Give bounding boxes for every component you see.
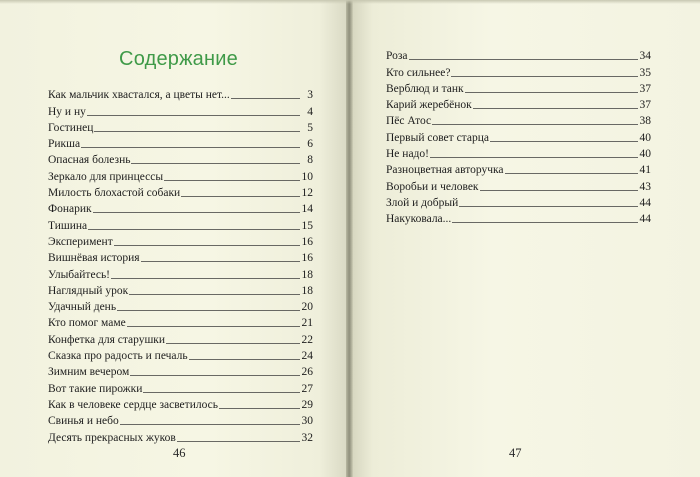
toc-leader-line xyxy=(131,163,300,164)
toc-entry-title: Улыбайтесь! xyxy=(48,268,111,281)
toc-entry-page: 3 xyxy=(307,89,313,102)
toc-entry xyxy=(386,112,651,128)
toc-entry-title: Удачный день xyxy=(48,301,117,314)
toc-entry-title: Кто сильнее? xyxy=(386,66,451,79)
toc-entry-title: Роза xyxy=(386,50,408,63)
page-number-left: 46 xyxy=(173,446,186,460)
toc-entry xyxy=(48,314,313,330)
toc-entry xyxy=(386,177,651,193)
toc-entry-title: Кто помог маме xyxy=(48,317,126,330)
toc-entry-page: 40 xyxy=(639,148,651,161)
toc-entry xyxy=(48,265,313,281)
toc-entry xyxy=(48,151,313,167)
toc-entry-title: Свинья и небо xyxy=(48,415,119,428)
toc-entry-title: Сказка про радость и печаль xyxy=(48,350,188,363)
toc-entry xyxy=(48,282,313,298)
toc-entry-page: 20 xyxy=(301,301,313,314)
toc-entry-title: Не надо! xyxy=(386,148,429,161)
toc-entry-title: Вишнёвая история xyxy=(48,252,140,265)
toc-entry-title: Опасная болезнь xyxy=(48,154,131,167)
toc-leader-line xyxy=(93,212,300,213)
toc-entry xyxy=(386,145,651,161)
toc-entry-page: 16 xyxy=(301,252,313,265)
toc-entry xyxy=(48,184,313,200)
book-gutter xyxy=(346,0,353,477)
toc-entry xyxy=(48,379,313,395)
toc-entry-title: Зеркало для принцессы xyxy=(48,170,164,183)
page-number-right: 47 xyxy=(509,446,522,460)
toc-entry-page: 6 xyxy=(307,138,313,151)
toc-leader-line xyxy=(117,310,300,311)
toc-leader-line xyxy=(87,115,300,116)
toc-leader-line xyxy=(181,196,300,197)
toc-entry xyxy=(386,80,651,96)
toc-entry xyxy=(386,63,651,79)
toc-leader-line xyxy=(88,229,300,230)
toc-entry xyxy=(48,249,313,265)
toc-entry-page: 37 xyxy=(639,82,651,95)
toc-entry-title: Первый совет старца xyxy=(386,131,489,144)
toc-entry-page: 32 xyxy=(301,431,313,444)
toc-entry-page: 18 xyxy=(301,284,313,297)
toc-entry-title: Ну и ну xyxy=(48,105,86,118)
toc-entry xyxy=(386,210,651,226)
left-page xyxy=(0,0,347,477)
toc-entry-title: Милость блохастой собаки xyxy=(48,187,181,200)
toc-leader-line xyxy=(143,392,300,393)
toc-entry-title: Гостинец xyxy=(48,121,94,134)
toc-entry-title: Рикша xyxy=(48,138,81,151)
toc-leader-line xyxy=(409,59,638,60)
toc-entry-title: Карий жеребёнок xyxy=(386,99,472,112)
toc-entry xyxy=(386,47,651,63)
toc-entry-title: Эксперимент xyxy=(48,235,113,248)
toc-entry-page: 29 xyxy=(301,398,313,411)
toc-entry xyxy=(48,233,313,249)
toc-leader-line xyxy=(505,173,638,174)
toc-leader-line xyxy=(81,147,300,148)
toc-entry-page: 37 xyxy=(639,99,651,112)
toc-entry-page: 40 xyxy=(639,131,651,144)
toc-leader-line xyxy=(129,294,300,295)
toc-entry xyxy=(386,128,651,144)
toc-entry-page: 38 xyxy=(639,115,651,128)
toc-entry xyxy=(48,216,313,232)
toc-entry xyxy=(48,347,313,363)
toc-leader-line xyxy=(451,76,638,77)
toc-entry-page: 41 xyxy=(639,164,651,177)
toc-entry xyxy=(386,194,651,210)
toc-entry-page: 43 xyxy=(639,180,651,193)
toc-entry-page: 27 xyxy=(301,382,313,395)
page-top-edge xyxy=(0,0,700,4)
toc-entry-page: 30 xyxy=(301,415,313,428)
toc-leader-line xyxy=(480,190,638,191)
toc-leader-line xyxy=(120,424,300,425)
toc-entry-page: 14 xyxy=(301,203,313,216)
toc-leader-line xyxy=(130,375,300,376)
toc-entry-title: Накуковала... xyxy=(386,213,452,226)
toc-leader-line xyxy=(430,157,638,158)
toc-entry-title: Как в человеке сердце засветилось xyxy=(48,398,218,411)
toc-leader-line xyxy=(231,98,300,99)
toc-list-left xyxy=(48,86,313,445)
toc-entry-title: Как мальчик хвастался, а цветы нет... xyxy=(48,89,230,102)
toc-entry-page: 5 xyxy=(307,121,313,134)
toc-entry-page: 21 xyxy=(301,317,313,330)
toc-entry-page: 34 xyxy=(639,50,651,63)
toc-entry xyxy=(48,363,313,379)
toc-entry xyxy=(48,412,313,428)
toc-entry-page: 12 xyxy=(301,187,313,200)
toc-entry-title: Наглядный урок xyxy=(48,284,129,297)
toc-entry-page: 35 xyxy=(639,66,651,79)
toc-entry xyxy=(48,298,313,314)
toc-entry-title: Десять прекрасных жуков xyxy=(48,431,176,444)
toc-leader-line xyxy=(127,326,300,327)
toc-entry xyxy=(386,96,651,112)
toc-entry-title: Вот такие пирожки xyxy=(48,382,143,395)
toc-entry-page: 4 xyxy=(307,105,313,118)
toc-entry xyxy=(386,161,651,177)
toc-entry xyxy=(48,102,313,118)
toc-entry xyxy=(48,396,313,412)
toc-entry-page: 22 xyxy=(301,333,313,346)
toc-entry xyxy=(48,167,313,183)
toc-leader-line xyxy=(490,141,638,142)
toc-leader-line xyxy=(473,108,638,109)
toc-leader-line xyxy=(452,222,638,223)
toc-entry-page: 8 xyxy=(307,154,313,167)
contents-title: Содержание xyxy=(119,48,238,70)
toc-leader-line xyxy=(111,278,300,279)
toc-entry-page: 44 xyxy=(639,213,651,226)
toc-leader-line xyxy=(189,359,300,360)
toc-entry-page: 44 xyxy=(639,196,651,209)
toc-leader-line xyxy=(459,206,638,207)
toc-leader-line xyxy=(219,408,300,409)
toc-leader-line xyxy=(164,180,300,181)
toc-entry xyxy=(48,330,313,346)
toc-entry-page: 18 xyxy=(301,268,313,281)
toc-entry-title: Воробьи и человек xyxy=(386,180,479,193)
toc-leader-line xyxy=(94,131,300,132)
toc-entry-title: Зимним вечером xyxy=(48,366,130,379)
toc-leader-line xyxy=(166,343,300,344)
toc-entry-page: 24 xyxy=(301,350,313,363)
toc-leader-line xyxy=(114,245,300,246)
toc-entry xyxy=(48,119,313,135)
toc-entry-title: Фонарик xyxy=(48,203,92,216)
toc-entry-title: Злой и добрый xyxy=(386,196,459,209)
toc-leader-line xyxy=(432,124,638,125)
toc-entry-title: Верблюд и танк xyxy=(386,82,464,95)
toc-entry-page: 26 xyxy=(301,366,313,379)
toc-entry-title: Разноцветная авторучка xyxy=(386,164,504,177)
toc-entry xyxy=(48,86,313,102)
toc-entry-page: 15 xyxy=(301,219,313,232)
toc-entry-page: 16 xyxy=(301,235,313,248)
toc-leader-line xyxy=(177,441,300,442)
toc-entry xyxy=(48,200,313,216)
toc-entry-title: Тишина xyxy=(48,219,88,232)
toc-entry xyxy=(48,428,313,444)
toc-list-right xyxy=(386,47,651,226)
toc-entry-page: 10 xyxy=(301,170,313,183)
toc-leader-line xyxy=(141,261,300,262)
toc-entry-title: Конфетка для старушки xyxy=(48,333,166,346)
toc-leader-line xyxy=(465,92,638,93)
toc-entry xyxy=(48,135,313,151)
toc-entry-title: Пёс Атос xyxy=(386,115,432,128)
